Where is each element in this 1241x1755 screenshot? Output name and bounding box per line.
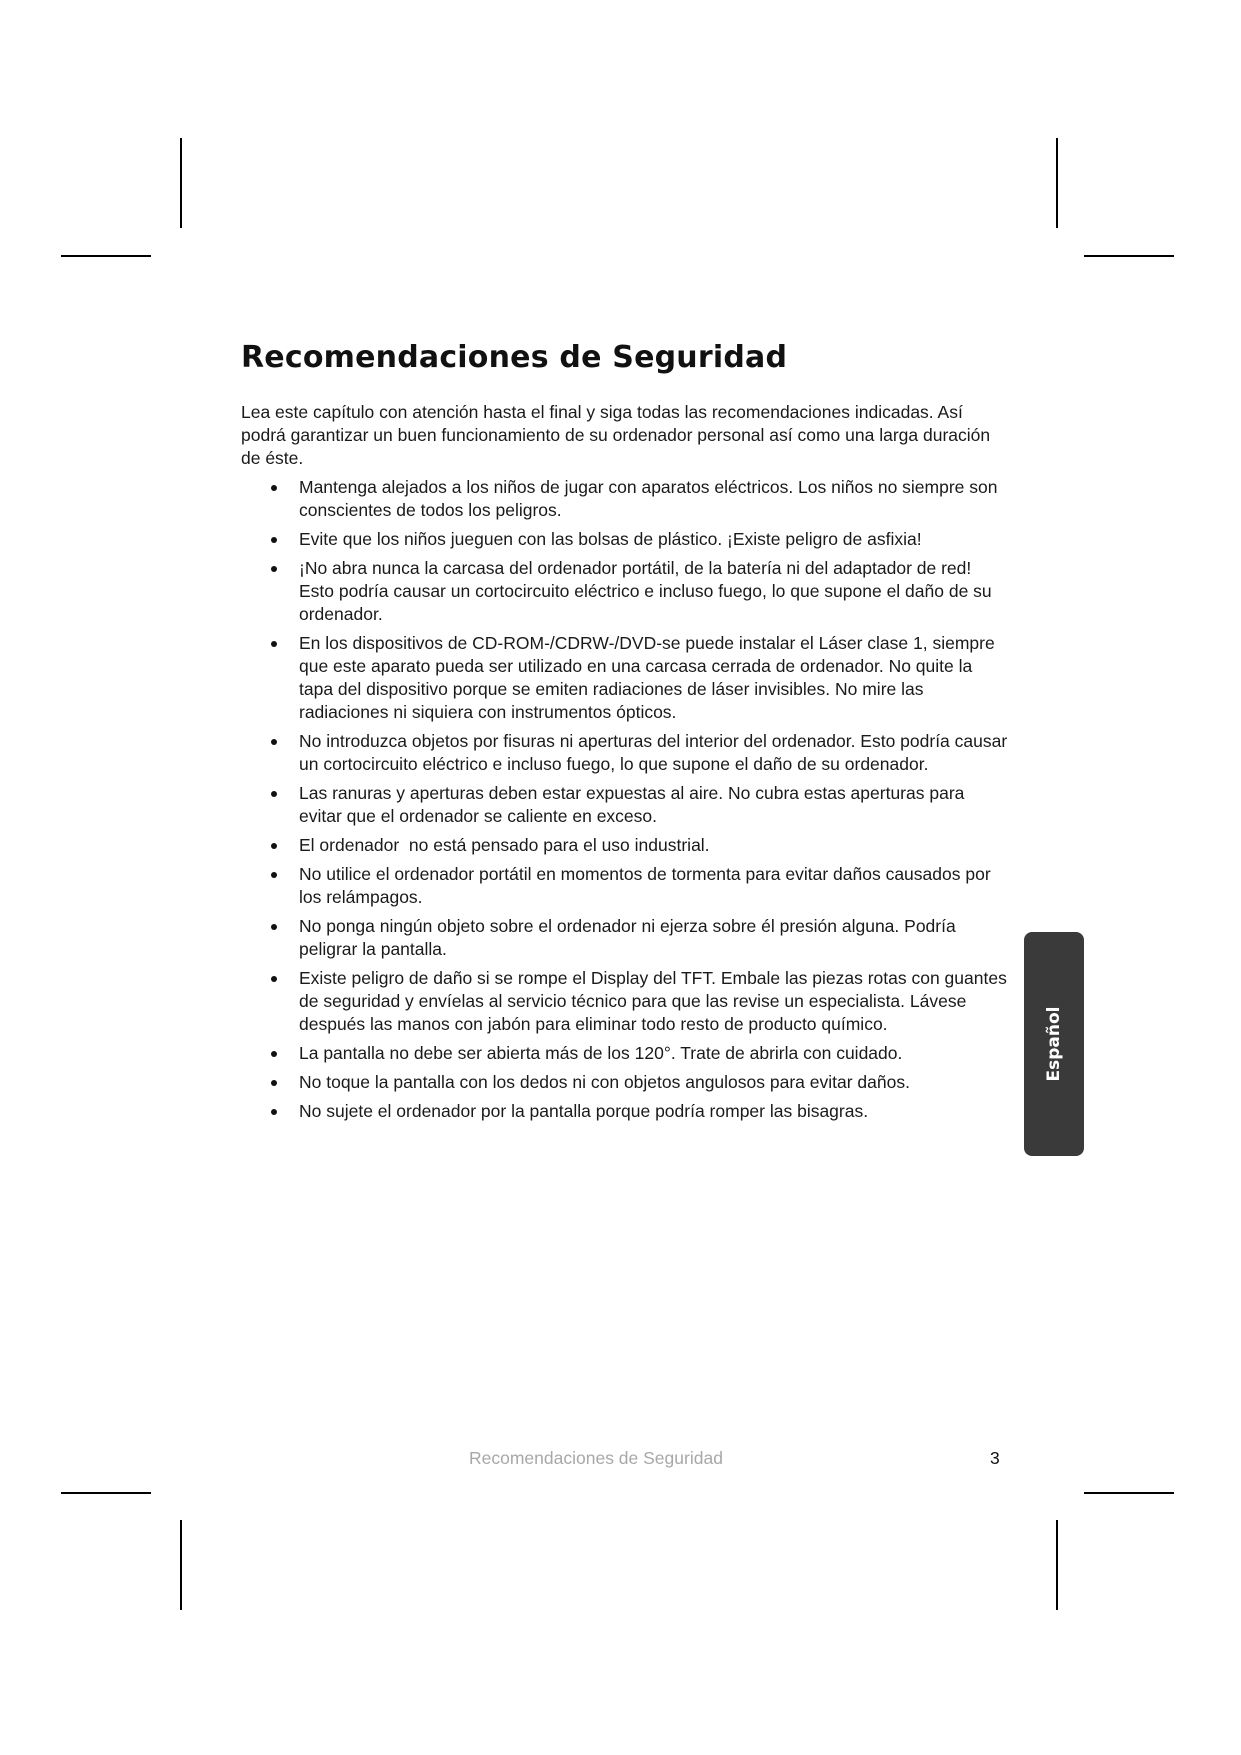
list-item-text: No sujete el ordenador por la pantalla porque podría romper las bisagras. — [299, 1101, 869, 1121]
crop-mark-bottom-right-vertical — [1056, 1520, 1058, 1610]
bullet-icon — [271, 1109, 277, 1115]
safety-list — [241, 476, 1009, 1123]
list-item-text: No ponga ningún objeto sobre el ordenador ni ejerza sobre él presión alguna. Podría peligrar la pantalla. — [299, 916, 956, 959]
bullet-icon — [271, 924, 277, 930]
list-item — [241, 967, 1009, 1036]
list-item — [241, 834, 1009, 857]
bullet-icon — [271, 791, 277, 797]
list-item — [241, 632, 1009, 724]
list-item — [241, 915, 1009, 961]
bullet-icon — [271, 976, 277, 982]
list-item — [241, 1071, 1009, 1094]
list-item — [241, 863, 1009, 909]
list-item — [241, 782, 1009, 828]
language-tab — [1024, 932, 1084, 1156]
list-item — [241, 476, 1009, 522]
crop-mark-bottom-left-vertical — [180, 1520, 182, 1610]
bullet-icon — [271, 1051, 277, 1057]
page-number: 3 — [990, 1448, 1000, 1468]
list-item — [241, 1100, 1009, 1123]
list-item — [241, 1042, 1009, 1065]
footer-section-title: Recomendaciones de Seguridad — [469, 1448, 723, 1468]
bullet-icon — [271, 1080, 277, 1086]
crop-mark-bottom-left-horizontal — [61, 1492, 151, 1494]
crop-mark-bottom-right-horizontal — [1084, 1492, 1174, 1494]
crop-mark-top-right-vertical — [1056, 138, 1058, 228]
intro-paragraph: Lea este capítulo con atención hasta el final y siga todas las recomendaciones indicadas. Así podrá garantizar un buen funcionamiento de su ordenador personal así como una larga duración de éste. — [241, 402, 991, 468]
list-item-text: No utilice el ordenador portátil en momentos de tormenta para evitar daños causados por los relámpagos. — [299, 864, 991, 907]
list-item — [241, 730, 1009, 776]
list-item-text: No toque la pantalla con los dedos ni con objetos angulosos para evitar daños. — [299, 1072, 910, 1092]
list-item-text: La pantalla no debe ser abierta más de los 120°. Trate de abrirla con cuidado. — [299, 1043, 903, 1063]
main-content — [241, 340, 1009, 1129]
bullet-icon — [271, 641, 277, 647]
bullet-icon — [271, 537, 277, 543]
bullet-icon — [271, 739, 277, 745]
list-item-text: El ordenador no está pensado para el uso industrial. — [299, 835, 710, 855]
list-item-text: Las ranuras y aperturas deben estar expuestas al aire. No cubra estas aperturas para evitar que el ordenador se caliente en exceso. — [299, 783, 965, 826]
crop-mark-top-right-horizontal — [1084, 255, 1174, 257]
list-item-text: Mantenga alejados a los niños de jugar con aparatos eléctricos. Los niños no siempre son conscientes de todos los peligros. — [299, 477, 998, 520]
bullet-icon — [271, 566, 277, 572]
crop-mark-top-left-horizontal — [61, 255, 151, 257]
list-item-text: En los dispositivos de CD-ROM-/CDRW-/DVD-se puede instalar el Láser clase 1, siempre que este aparato pueda ser utilizado en una carcasa cerrada de ordenador. No quite la tapa del dispositivo porque se emiten radiaciones de láser invisibles. No mire las radiaciones ni siquiera con instrumentos ópticos. — [299, 633, 995, 722]
language-tab-label: Español — [1044, 1006, 1064, 1082]
page-title: Recomendaciones de Seguridad — [241, 340, 788, 375]
list-item-text: Existe peligro de daño si se rompe el Display del TFT. Embale las piezas rotas con guantes de seguridad y envíelas al servicio técnico para que las revise un especialista. Lávese después las manos con jabón para eliminar todo resto de producto químico. — [299, 968, 1007, 1034]
list-item — [241, 557, 1009, 626]
list-item-text: No introduzca objetos por fisuras ni aperturas del interior del ordenador. Esto podría causar un cortocircuito eléctrico e incluso fuego, lo que supone el daño de su ordenador. — [299, 731, 1008, 774]
list-item-text: Evite que los niños jueguen con las bolsas de plástico. ¡Existe peligro de asfixia! — [299, 529, 922, 549]
crop-mark-top-left-vertical — [180, 138, 182, 228]
list-item-text: ¡No abra nunca la carcasa del ordenador portátil, de la batería ni del adaptador de red! Esto podría causar un cortocircuito eléctrico e incluso fuego, lo que supone el daño de su ordenador. — [299, 558, 992, 624]
bullet-icon — [271, 872, 277, 878]
bullet-icon — [271, 843, 277, 849]
bullet-icon — [271, 485, 277, 491]
list-item — [241, 528, 1009, 551]
